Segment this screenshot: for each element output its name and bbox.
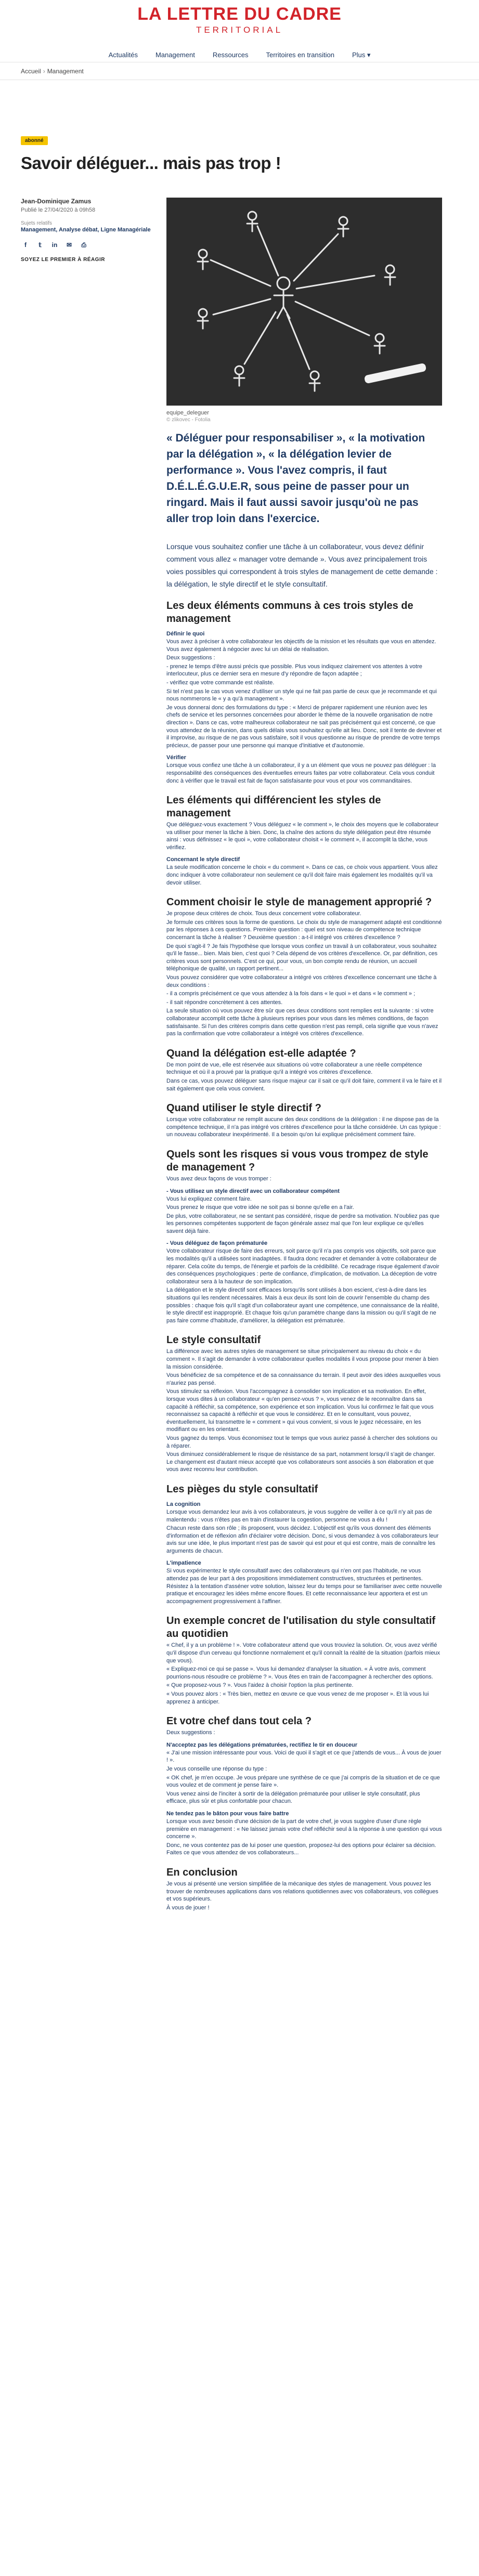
- paragraph: - prenez le temps d'être aussi précis que possible. Plus vous indiquez clairement vos attentes à votre interlocuteur, plus ce dernier sera en mesure d'y répondre de façon adaptée ;: [166, 663, 422, 678]
- page-title: Savoir déléguer... mais pas trop !: [21, 153, 281, 173]
- tags-list[interactable]: Management, Analyse débat, Ligne Managériale: [21, 227, 151, 233]
- breadcrumb-home[interactable]: Accueil: [21, 68, 41, 75]
- subsection-heading: L'impatience: [166, 1560, 201, 1567]
- breadcrumb: [0, 62, 479, 80]
- article-intro: Lorsque vous souhaitez confier une tâche à un collaborateur, vous devez définir comment vous allez « manager votre demande ». Vous avez principalement trois voies possibles qui correspondent à trois styles de management de cette demande : la délégation, le style directif et le style consultatif.: [166, 542, 438, 588]
- subscriber-badge: abonné: [21, 136, 48, 145]
- section-heading: Un exemple concret de l'utilisation du style consultatif au quotidien: [166, 1615, 436, 1640]
- linkedin-icon[interactable]: in: [51, 241, 58, 249]
- paragraph: « Chef, il y a un problème ! ». Votre collaborateur attend que vous trouviez la solution. Or, vous avez vérifié qu'il dispose d'un cerveau qui fonctionne normalement et qu'il connaît la réalité de la situation (parfois mieux que vous).: [166, 1642, 441, 1664]
- paragraph: De quoi s'agit-il ? Je fais l'hypothèse que lorsque vous confiez un travail à un collaborateur, vous souhaitez qu'il le fasse... bien. Mais bien, c'est quoi ? Cela dépend de vos critères d'excellence. Or, par définition, ces critères vous sont personnels. C'est ce qui, pour vous, un bon compte rendu de réunion, un accueil téléphonique de qualité, un rapport pertinent...: [166, 943, 438, 972]
- paragraph: Lorsque vous avez besoin d'une décision de la part de votre chef, je vous suggère d'user d'une règle première en management : « Ne laissez jamais votre chef réfléchir seul à la réponse à une question qui vous concerne ».: [166, 1818, 442, 1840]
- paragraph: Je propose deux critères de choix. Tous deux concernent votre collaborateur.: [166, 910, 361, 917]
- paragraph: Je formule ces critères sous la forme de questions. Le choix du style de management adapté est conditionné par les réponses à ces questions. Première question : quel est son niveau de compétence technique concernant la tâche à réaliser ? Deuxième question : a-t-il intégré vos critères d'excellence ?: [166, 919, 442, 941]
- paragraph: Vous venez ainsi de l'inciter à sortir de la délégation prématurée pour utiliser le style consultatif, plus efficace, plus sûr et plus confortable pour chacun.: [166, 1790, 420, 1805]
- paragraph: Je vous conseille une réponse du type :: [166, 1765, 267, 1772]
- twitter-icon[interactable]: 𝕥: [38, 241, 42, 249]
- section-heading: Quels sont les risques si vous vous trompez de style de management ?: [166, 1148, 429, 1173]
- paragraph: « J'ai une mission intéressante pour vous. Voici de quoi il s'agit et ce que j'attends de vous... À vous de jouer ! ».: [166, 1749, 442, 1764]
- paragraph: Votre collaborateur risque de faire des erreurs, soit parce qu'il n'a pas compris vos objectifs, soit parce que les modalités qu'il a utilisées sont inadaptées. Il faudra donc recadrer et demander à votre collaborateur de réparer. Cela coûte du temps, de l'énergie et parfois de la crédibilité. Ce recadrage risque également d'avoir des conséquences psychologiques : perte de confiance, d'implication, de motivation. La déception de votre collaborateur sera à la hauteur de son implication.: [166, 1248, 439, 1285]
- section-heading: Les éléments qui différencient les styles de management: [166, 795, 381, 819]
- logo-title: LA LETTRE DU CADRE: [137, 4, 342, 24]
- site-logo[interactable]: [0, 0, 479, 35]
- paragraph: Dans ce cas, vous pouvez déléguer sans risque majeur car il sait ce qu'il doit faire, comment il va le faire et il sait également que cela vous convient.: [166, 1077, 442, 1092]
- paragraph: Deux suggestions :: [166, 1729, 215, 1736]
- paragraph: Vous avez deux façons de vous tromper :: [166, 1175, 271, 1182]
- main-nav: [0, 51, 479, 59]
- paragraph: Si tel n'est pas le cas vous venez d'utiliser un style qui ne fait pas partie de ceux que je recommande et qui nous nommerons le « y a qu'à management ».: [166, 688, 437, 702]
- article-body: [166, 198, 442, 1911]
- image-caption: equipe_deleguer: [166, 410, 209, 416]
- paragraph: Je vous donnerai donc des formulations du type : « Merci de préparer rapidement une réunion avec les chefs de service et les personnes concernées pour aborder le thème de la nouvelle organisation de notre direction ». Dans ce cas, votre malheureux collaborateur ne sait pas précisément qui est concerné, ce que vous attendez de la réunion, dans quels délais vous souhaitez qu'elle ait lieu. Donc, soit il tente de deviner et il improvise, au risque de ne pas vous satisfaire, soit il vous questionne au risque de prendre de votre temps précieux, de passer pour une personne qui manque d'initiative et d'autonomie.: [166, 704, 442, 749]
- paragraph: Vous prenez le risque que votre idée ne soit pas si bonne qu'elle en a l'air.: [166, 1204, 354, 1211]
- paragraph: Vous stimulez sa réflexion. Vous l'accompagnez à consolider son implication et sa motivation. En effet, lorsque vous dites à un collaborateur « qu'en pensez-vous ? », vous venez de le reconnaître dans sa capacité à réfléchir, sa compétence, son expérience et son implication. Vous lui confirmez le fait que vous reconnaissez sa capacité à réfléchir et que vous le considérez. Et en le consultant, vous pouvez, éventuellement, lui transmettre le « comment » qui vous convient, si vous le jugez nécessaire, en les modifiant ou en les orientant.: [166, 1388, 434, 1433]
- tags-label: Sujets relatifs: [21, 220, 53, 226]
- publish-date: Publié le 27/04/2020 à 09h58: [21, 207, 96, 213]
- article-sections: [166, 600, 442, 1911]
- section-heading: Et votre chef dans tout cela ?: [166, 1715, 312, 1727]
- section-heading: Quand utiliser le style directif ?: [166, 1102, 321, 1114]
- paragraph: Que déléguez-vous exactement ? Vous déléguez « le comment », le choix des moyens que le collaborateur va utiliser pour mener la tâche à bien. Donc, la chaîne des actions du style délégation peut être résumée ainsi : vous définissez « le quoi », votre collaborateur choisit « le comment », il accomplit la tâche, vous vérifiez.: [166, 822, 439, 851]
- paragraph: Vous gagnez du temps. Vous économisez tout le temps que vous auriez passé à chercher des solutions ou à réparer.: [166, 1435, 437, 1449]
- nav-item-ressources[interactable]: Ressources: [212, 51, 249, 59]
- subsection-heading: N'acceptez pas les délégations prématurées, rectifiez le tir en douceur: [166, 1741, 357, 1748]
- paragraph: - il sait répondre concrètement à ces attentes.: [166, 999, 283, 1006]
- paragraph: La différence avec les autres styles de management se situe principalement au niveau du choix « du comment ». Il s'agit de demander à votre collaborateur quelles modalités il vous propose pour mener à bien la mission considérée.: [166, 1348, 439, 1370]
- paragraph: Lorsque vous confiez une tâche à un collaborateur, il y a un élément que vous ne pouvez pas déléguer : la responsabilité des conséquences des éventuelles erreurs faites par votre collaborateur. Cela vous conduit donc à vérifier que le travail est fait de façon satisfaisante pour vous et pour vos commanditaires.: [166, 762, 436, 784]
- author-name[interactable]: Jean-Dominique Zamus: [21, 198, 92, 205]
- article-meta: [21, 198, 151, 263]
- article-image: [166, 198, 442, 406]
- subsection-heading: Concernant le style directif: [166, 856, 240, 863]
- paragraph: De plus, votre collaborateur, ne se sentant pas considéré, risque de perdre sa motivation. N'oubliez pas que les personnes compétentes supportent de façon générale assez mal que l'on leur explique ce qu'elles savent déjà faire.: [166, 1213, 439, 1234]
- paragraph: Vous pouvez considérer que votre collaborateur a intégré vos critères d'excellence concernant une tâche à deux conditions :: [166, 974, 437, 988]
- paragraph: « OK chef, je m'en occupe. Je vous prépare une synthèse de ce que j'ai compris de la situation et de ce que vous voulez et de comment je pense faire ».: [166, 1774, 440, 1789]
- paragraph: Lorsque vous demandez leur avis à vos collaborateurs, je vous suggère de veiller à ce qu'il n'y ait pas de malentendu : vous n'êtes pas en train d'instaurer la cogestion, personne ne vous a élu !: [166, 1508, 432, 1523]
- react-link[interactable]: SOYEZ LE PREMIER À RÉAGIR: [21, 257, 105, 263]
- breadcrumb-current[interactable]: Management: [47, 68, 84, 75]
- chalkboard-drawing: [166, 198, 442, 406]
- nav-item-plus[interactable]: Plus ▾: [352, 51, 371, 59]
- article-lead: « Déléguer pour responsabiliser », « la motivation par la délégation », « la délégation levier de performance ». Vous l'avez compris, il faut D.É.L.É.G.U.E.R, sous peine de passer pour un ringard. Mais il faut aussi savoir jusqu'où ne pas aller trop loin dans l'exercice.: [166, 432, 425, 525]
- paragraph: À vous de jouer !: [166, 1904, 210, 1911]
- subsection-heading: Ne tendez pas le bâton pour vous faire battre: [166, 1810, 289, 1817]
- subsection-heading: Vérifier: [166, 754, 186, 761]
- section-heading: En conclusion: [166, 1866, 238, 1878]
- section-heading: Le style consultatif: [166, 1334, 261, 1346]
- paragraph: - vérifiez que votre commande est réaliste.: [166, 679, 275, 686]
- subsection-heading: - Vous utilisez un style directif avec un collaborateur compétent: [166, 1188, 340, 1194]
- print-icon[interactable]: ⎙: [81, 241, 86, 249]
- section-heading: Quand la délégation est-elle adaptée ?: [166, 1047, 356, 1059]
- paragraph: Si vous expérimentez le style consultatif avec des collaborateurs qui n'en ont pas l'habitude, ne vous attendez pas de leur part à des propositions immédiatement constructives, structurées et pertinentes. Résistez à la tentation d'asséner votre solution, laissez leur du temps pour se familiariser avec cette nouvelle pratique et encouragez les idées même encore floues. Et cette reconnaissance leur apportera et est un accompagnement progressivement à l'affiner.: [166, 1568, 442, 1605]
- nav-item-actualites[interactable]: Actualités: [108, 51, 138, 59]
- paragraph: Deux suggestions :: [166, 655, 215, 661]
- paragraph: La seule situation où vous pouvez être sûr que ces deux conditions sont remplies est la suivante : si votre collaborateur accomplit cette tâche à plusieurs reprises pour vous dans les mêmes conditions, de façon satisfaisante. Si l'un des critères compris dans cette question n'est pas rempli, cela signifie que vous n'avez pas la confirmation que votre collaborateur a intégré vos critères d'excellence.: [166, 1008, 438, 1037]
- paragraph: De mon point de vue, elle est réservée aux situations où votre collaborateur a une réelle compétence technique et où il a prouvé par la pratique qu'il a intégré vos critères d'excellence.: [166, 1061, 422, 1076]
- subsection-heading: - Vous déléguez de façon prématurée: [166, 1240, 268, 1247]
- nav-item-management[interactable]: Management: [155, 51, 195, 59]
- paragraph: Vous diminuez considérablement le risque de résistance de sa part, notamment lorsqu'il s'agit de changer. Le changement est d'autant mieux accepté que vos collaborateurs sont associés à son élaboration et que vous avez reconnu leur contribution.: [166, 1451, 435, 1473]
- section-heading: Les pièges du style consultatif: [166, 1483, 318, 1495]
- section-heading: Les deux éléments communs à ces trois styles de management: [166, 600, 413, 625]
- paragraph: Vous bénéficiez de sa compétence et de sa connaissance du terrain. Il peut avoir des idées auxquelles vous n'auriez pas pensé.: [166, 1372, 441, 1386]
- subsection-heading: La cognition: [166, 1501, 201, 1507]
- paragraph: Vous avez à préciser à votre collaborateur les objectifs de la mission et les résultats que vous en attendez. Vous avez également à négocier avec lui un délai de réalisation.: [166, 639, 436, 653]
- paragraph: Lorsque votre collaborateur ne remplit aucune des deux conditions de la délégation : il ne dispose pas de la compétence technique, il n'a pas intégré vos critères d'excellence pour la tâche considérée. Un cas typique : un nouveau collaborateur inexpérimenté. Il a besoin qu'on lui explique précisément comment faire.: [166, 1116, 441, 1138]
- paragraph: « Expliquez-moi ce qui se passe ». Vous lui demandez d'analyser la situation. « À votre avis, comment pourrions-nous résoudre ce problème ? ». Vous êtes en train de l'accompagner à rechercher des options.: [166, 1666, 433, 1680]
- paragraph: - il a compris précisément ce que vous attendez à la fois dans « le quoi » et dans « le comment » ;: [166, 991, 416, 997]
- logo-subtitle: TERRITORIAL: [196, 25, 283, 35]
- site-header: [0, 0, 479, 62]
- share-bar: [21, 240, 151, 250]
- paragraph: Donc, ne vous contentez pas de lui poser une question, proposez-lui des options pour éclairer sa décision. Faites ce que vous attendez de vos collaborateurs...: [166, 1842, 436, 1856]
- paragraph: La délégation et le style directif sont efficaces lorsqu'ils sont utilisés à bon escient, c'est-à-dire dans les situations qui les rendent nécessaires. Mais à eux deux ils sont loin de couvrir l'ensemble du champ des possibles : chaque fois qu'il s'agit d'un collaborateur ayant une compétence, une connaissance de la réalité, le style directif est inapproprié. Et chaque fois qu'un paramètre change dans la mission ou qu'il s'agit de ne pas faire comme d'habitude, d'améliorer, la délégation est prématurée.: [166, 1287, 439, 1324]
- paragraph: « Que proposez-vous ? ». Vous l'aidez à choisir l'option la plus pertinente.: [166, 1682, 354, 1689]
- image-credit: © zlikovec - Fotolia: [166, 417, 211, 423]
- paragraph: Vous lui expliquez comment faire.: [166, 1195, 252, 1202]
- subsection-heading: Définir le quoi: [166, 631, 205, 637]
- paragraph: « Vous pouvez alors : « Très bien, mettez en œuvre ce que vous venez de me proposer ». Et là vous lui apprenez à anticiper.: [166, 1691, 429, 1705]
- section-heading: Comment choisir le style de management approprié ?: [166, 896, 432, 908]
- paragraph: La seule modification concerne le choix « du comment ». Dans ce cas, ce choix vous appartient. Vous allez donc indiquer à votre collaborateur non seulement ce qu'il doit faire mais également les modalités qu'il va devoir utiliser.: [166, 864, 438, 886]
- paragraph: Je vous ai présenté une version simplifiée de la mécanique des styles de management. Vous pouvez les trouver de nombreuses applications dans vos relations quotidiennes avec vos collaborateurs, vos collègues et vos supérieurs.: [166, 1880, 438, 1903]
- breadcrumb-separator: ›: [43, 68, 45, 75]
- paragraph: Chacun reste dans son rôle ; ils proposent, vous décidez. L'objectif est qu'ils vous donnent des éléments d'information et de réflexion afin d'éclairer votre décision. Donc, si vous demandez à vos collaborateurs leur avis sur une idée, le plus important n'est pas de savoir qui est pour et qui est contre, mais de connaître les arguments de chacun.: [166, 1525, 439, 1554]
- email-icon[interactable]: ✉: [66, 241, 72, 249]
- facebook-icon[interactable]: f: [24, 241, 27, 249]
- nav-item-territoires[interactable]: Territoires en transition: [266, 51, 334, 59]
